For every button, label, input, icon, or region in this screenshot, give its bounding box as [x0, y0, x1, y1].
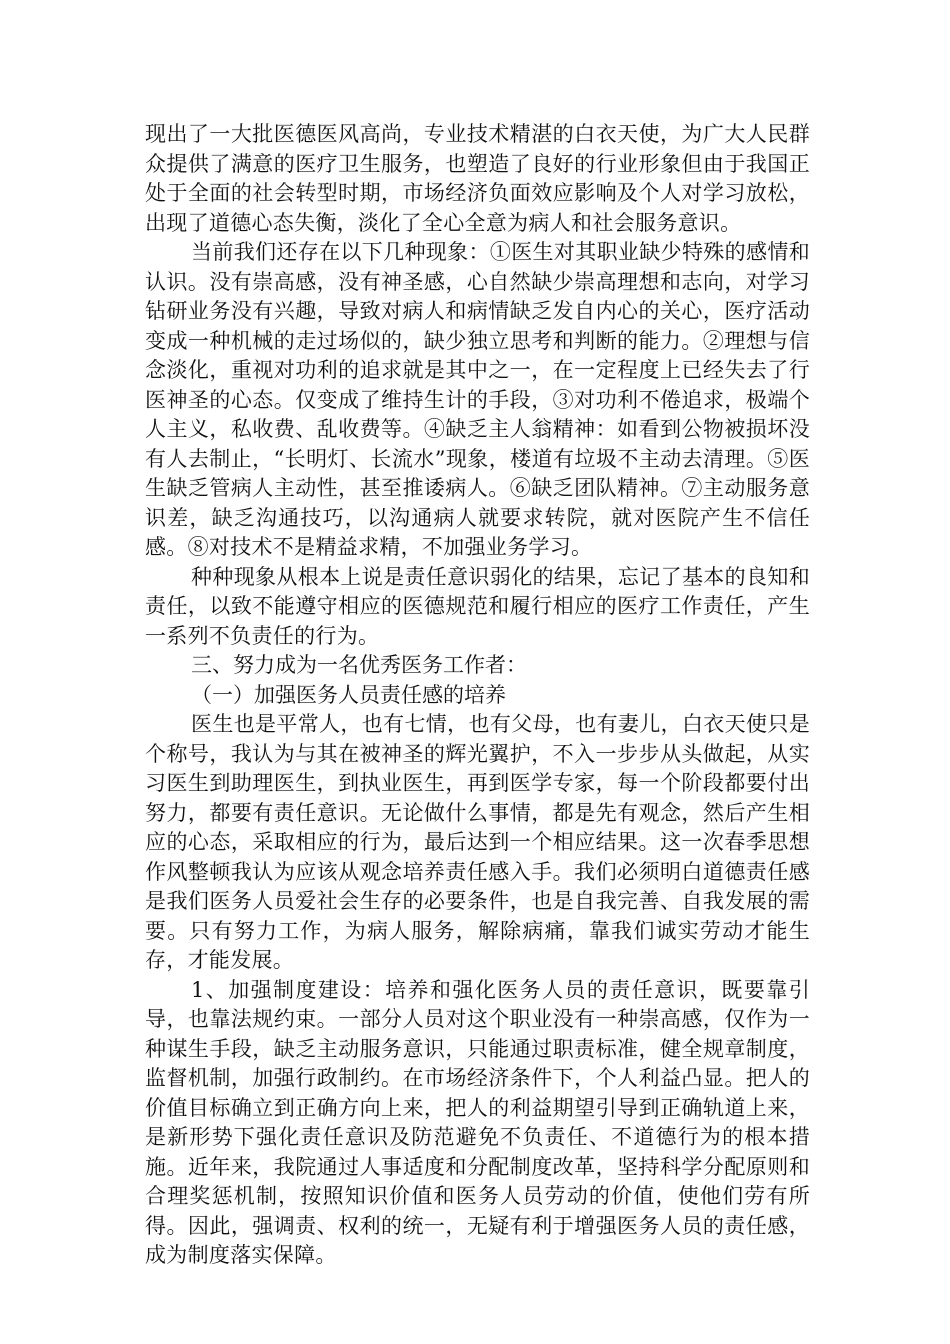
subsection-heading-one: （一）加强医务人员责任感的培养	[191, 682, 506, 707]
paragraph-responsibility-weakening: 种种现象从根本上说是责任意识弱化的结果，忘记了基本的良知和责任，以致不能遵守相应的医德规范和履行相应的医疗工作责任，产生一系列不负责任的行为。	[145, 564, 810, 648]
paragraph-doctor-responsibility: 医生也是平常人，也有七情，也有父母，也有妻儿，白衣天使只是个称号，我认为与其在被神圣的辉光翼护，不入一步步从头做起，从实习医生到助理医生，到执业医生，再到医学专家，每一个阶段都要付出努力，都要有责任意识。无论做什么事情，都是先有观念，然后产生相应的心态，采取相应的行为，最后达到一个相应结果。这一次春季思想作风整顿我认为应该从观念培养责任感入手。我们必须明白道德责任感是我们医务人员爱社会生存的必要条件，也是自我完善、自我发展的需要。只有努力工作，为病人服务，解除病痛，靠我们诚实劳动才能生存，才能发展。	[145, 712, 810, 972]
paragraph-system-building: 1、加强制度建设：培养和强化医务人员的责任意识，既要靠引导，也靠法规约束。一部分人员对这个职业没有一种崇高感，仅作为一种谋生手段，缺乏主动服务意识，只能通过职责标准，健全规章制度，监督机制，加强行政制约。在市场经济条件下，个人利益凸显。把人的价值目标确立到正确方向上来，把人的利益期望引导到正确轨道上来，是新形势下强化责任意识及防范避免不负责任、不道德行为的根本措施。近年来，我院通过人事适度和分配制度改革，坚持科学分配原则和合理奖惩机制，按照知识价值和医务人员劳动的价值，使他们劳有所得。因此，强调责、权利的统一，无疑有利于增强医务人员的责任感，成为制度落实保障。	[145, 977, 810, 1267]
document-page	[145, 120, 810, 1271]
paragraph-intro-continuation: 现出了一大批医德医风高尚，专业技术精湛的白衣天使，为广大人民群众提供了满意的医疗卫生服务，也塑造了良好的行业形象但由于我国正处于全面的社会转型时期，市场经济负面效应影响及个人对学习放松，出现了道德心态失衡，淡化了全心全意为病人和社会服务意识。	[145, 122, 810, 235]
paragraph-current-phenomena: 当前我们还存在以下几种现象：①医生对其职业缺少特殊的感情和认识。没有崇高感，没有神圣感，心自然缺少崇高理想和志向，对学习钻研业务没有兴趣，导致对病人和病情缺乏发自内心的关心，医疗活动变成一种机械的走过场似的，缺少独立思考和判断的能力。②理想与信念淡化，重视对功利的追求就是其中之一，在一定程度上已经失去了行医神圣的心态。仅变成了维持生计的手段，③对功利不倦追求，极端个人主义，私收费、乱收费等。④缺乏主人翁精神：如看到公物被损坏没有人去制止，“长明灯、长流水”现象，楼道有垃圾不主动去清理。⑤医生缺乏管病人主动性，甚至推诿病人。⑥缺乏团队精神。⑦主动服务意识差，缺乏沟通技巧，以沟通病人就要求转院，就对医院产生不信任感。⑧对技术不是精益求精，不加强业务学习。	[145, 240, 810, 559]
section-heading-three: 三、努力成为一名优秀医务工作者：	[191, 653, 527, 677]
